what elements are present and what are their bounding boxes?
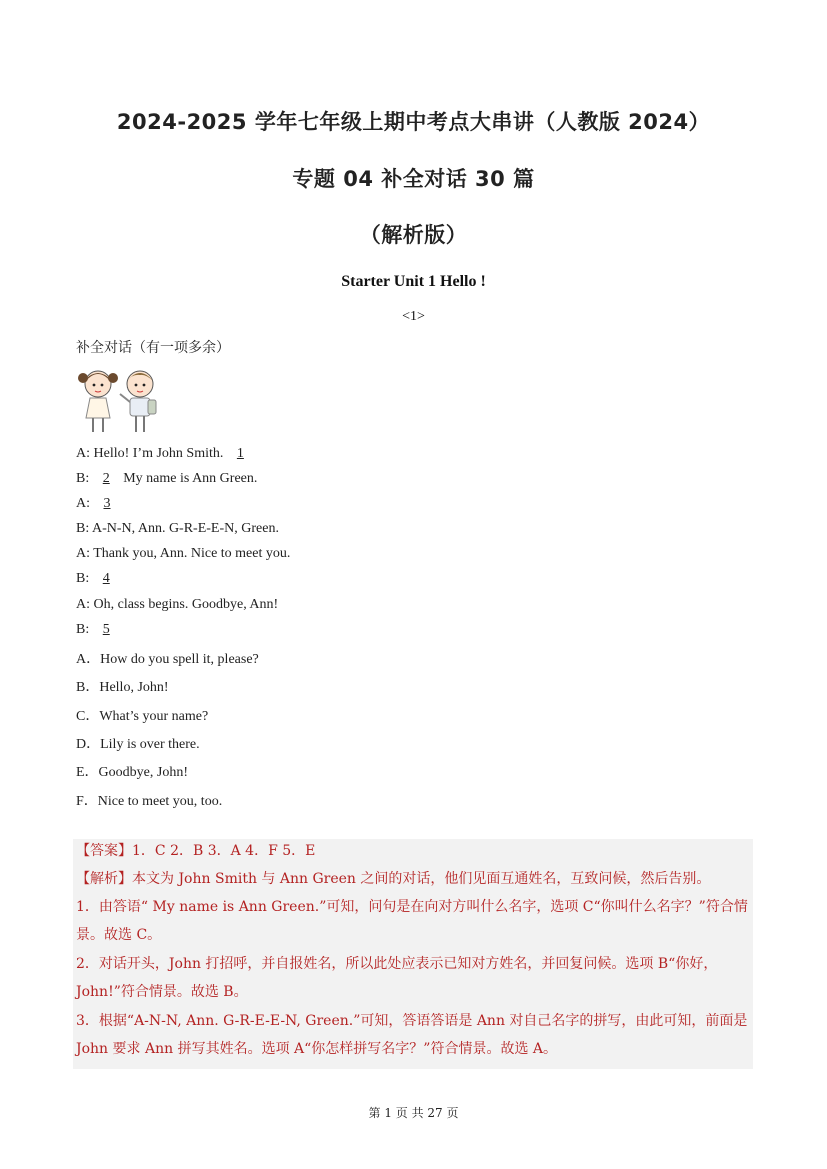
unit-heading: Starter Unit 1 Hello ! xyxy=(341,273,486,290)
analysis-item-1: 1．由答语“ My name is Ann Green.”可知，问句是在向对方叫什么名字，选项 C“你叫什么名字？”符合情景。故选 C。 xyxy=(76,899,748,943)
document-title: 2024-2025 学年七年级上期中考点大串讲（人教版 2024） xyxy=(116,110,711,134)
answer-key: 【答案】1．C 2．B 3．A 4．F 5．E xyxy=(76,843,316,859)
blank-3: 3 xyxy=(103,496,111,511)
dialogue-line-7: A: Oh, class begins. Goodbye, Ann! xyxy=(76,597,279,612)
dialogue-line-8: B: 5 xyxy=(76,622,120,638)
option-c: C．What’s your name? xyxy=(76,709,209,724)
option-d: D．Lily is over there. xyxy=(76,737,200,752)
option-e: E．Goodbye, John! xyxy=(76,765,188,780)
passage-number: <1> xyxy=(402,309,425,324)
blank-5: 5 xyxy=(102,622,110,637)
dialogue-line-2: B: 2 My name is Ann Green. xyxy=(76,471,258,486)
dialogue-line-6: B: 4 xyxy=(76,571,120,587)
option-a: A．How do you spell it, please? xyxy=(76,652,259,667)
dialogue-line-4: B: A-N-N, Ann. G-R-E-E-N, Green. xyxy=(76,521,279,536)
blank-2: 2 xyxy=(102,471,110,486)
analysis-item-2: 2．对话开头，John 打招呼，并自报姓名，所以此处应表示已知对方姓名，并回复问候。选项 B“你好，John!”符合情景。故选 B。 xyxy=(76,956,718,1000)
blank-4: 4 xyxy=(102,571,110,586)
children-illustration xyxy=(74,366,164,436)
blank-1: 1 xyxy=(236,446,244,461)
page-footer: 第 1 页 共 27 页 xyxy=(368,1106,459,1120)
analysis-item-3: 3．根据“A-N-N, Ann. G-R-E-E-N, Green.”可知，答语答语是 Ann 对自己名字的拼写，由此可知，前面是 John 要求 Ann 拼写其姓名。选项 A“你怎样拼写名字？”符合情景。故选 A。 xyxy=(76,1013,748,1057)
option-f: F．Nice to meet you, too. xyxy=(76,794,223,809)
document-subtitle: 专题 04 补全对话 30 篇 xyxy=(292,167,535,191)
dialogue-line-3: A: 3 xyxy=(76,496,121,512)
exercise-instruction: 补全对话（有一项多余） xyxy=(76,340,230,356)
dialogue-line-1: A: Hello! I’m John Smith. 1 xyxy=(76,446,254,462)
dialogue-line-5: A: Thank you, Ann. Nice to meet you. xyxy=(76,546,291,561)
document-version-label: （解析版） xyxy=(359,223,468,247)
analysis-intro: 【解析】本文为 John Smith 与 Ann Green 之间的对话，他们见面互通姓名，互致问候，然后告别。 xyxy=(76,871,711,887)
option-b: B．Hello, John! xyxy=(76,680,169,695)
